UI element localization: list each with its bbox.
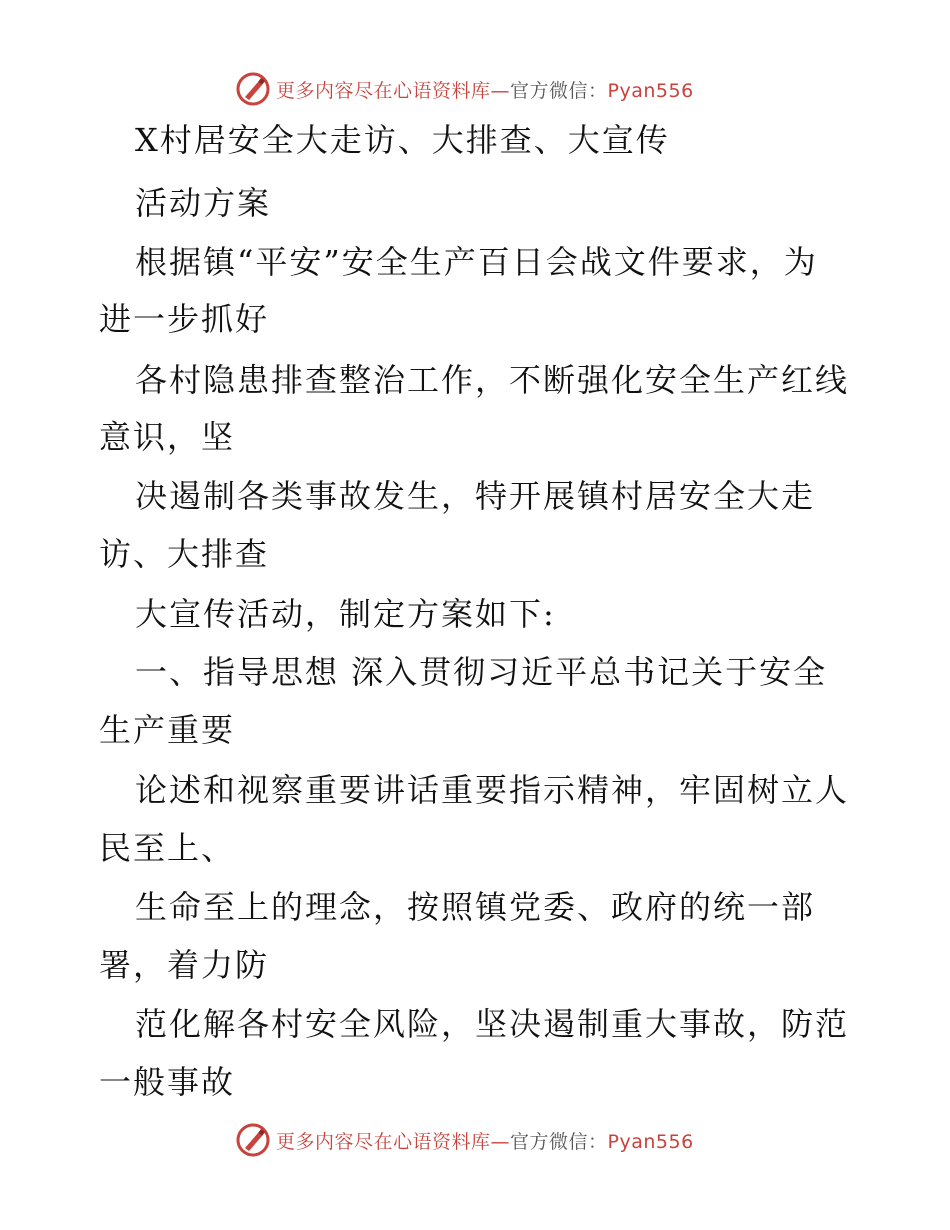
watermark-main: 更多内容尽在心语资料库: [276, 79, 491, 102]
paragraph-line: 大宣传活动，制定方案如下:: [135, 595, 556, 633]
paragraph-line: 民至上、: [99, 829, 236, 867]
paragraph-line: 决遏制各类事故发生，特开展镇村居安全大走: [135, 477, 816, 515]
paragraph-line: 各村隐患排查整治工作，不断强化安全生产红线: [135, 361, 850, 399]
watermark-id: Pyan556: [607, 79, 694, 102]
section-heading-line: 一、指导思想 深入贯彻习近平总书记关于安全: [135, 653, 828, 691]
footer-watermark: [236, 1123, 694, 1157]
paragraph-line: 署，着力防: [99, 946, 270, 984]
paragraph-line: 根据镇“平安”安全生产百日会战文件要求，为: [135, 243, 818, 281]
watermark-official: 官方微信：: [510, 1130, 608, 1153]
pen-logo-icon: [236, 72, 270, 106]
watermark-dash: —: [490, 1130, 511, 1153]
watermark-id: Pyan556: [607, 1130, 694, 1153]
watermark-dash: —: [490, 79, 511, 102]
paragraph-line: 进一步抓好: [99, 300, 270, 338]
paragraph-line: 访、大排查: [99, 535, 270, 573]
paragraph-line: 生产重要: [99, 711, 236, 749]
header-watermark: [236, 72, 694, 106]
paragraph-line: 范化解各村安全风险，坚决遏制重大事故，防范: [135, 1005, 850, 1043]
pen-logo-icon: [236, 1123, 270, 1157]
watermark-main: 更多内容尽在心语资料库: [276, 1130, 491, 1153]
paragraph-line: 一般事故: [99, 1063, 236, 1101]
paragraph-line: 生命至上的理念，按照镇党委、政府的统一部: [135, 888, 816, 926]
doc-title: X村居安全大走访、大排查、大宣传: [135, 121, 670, 159]
watermark-text: [276, 76, 694, 103]
watermark-text: [276, 1127, 694, 1154]
paragraph-line: 意识，坚: [99, 418, 236, 456]
paragraph-line: 论述和视察重要讲话重要指示精神，牢固树立人: [135, 771, 850, 809]
doc-subtitle: 活动方案: [135, 184, 272, 222]
watermark-official: 官方微信：: [510, 79, 608, 102]
